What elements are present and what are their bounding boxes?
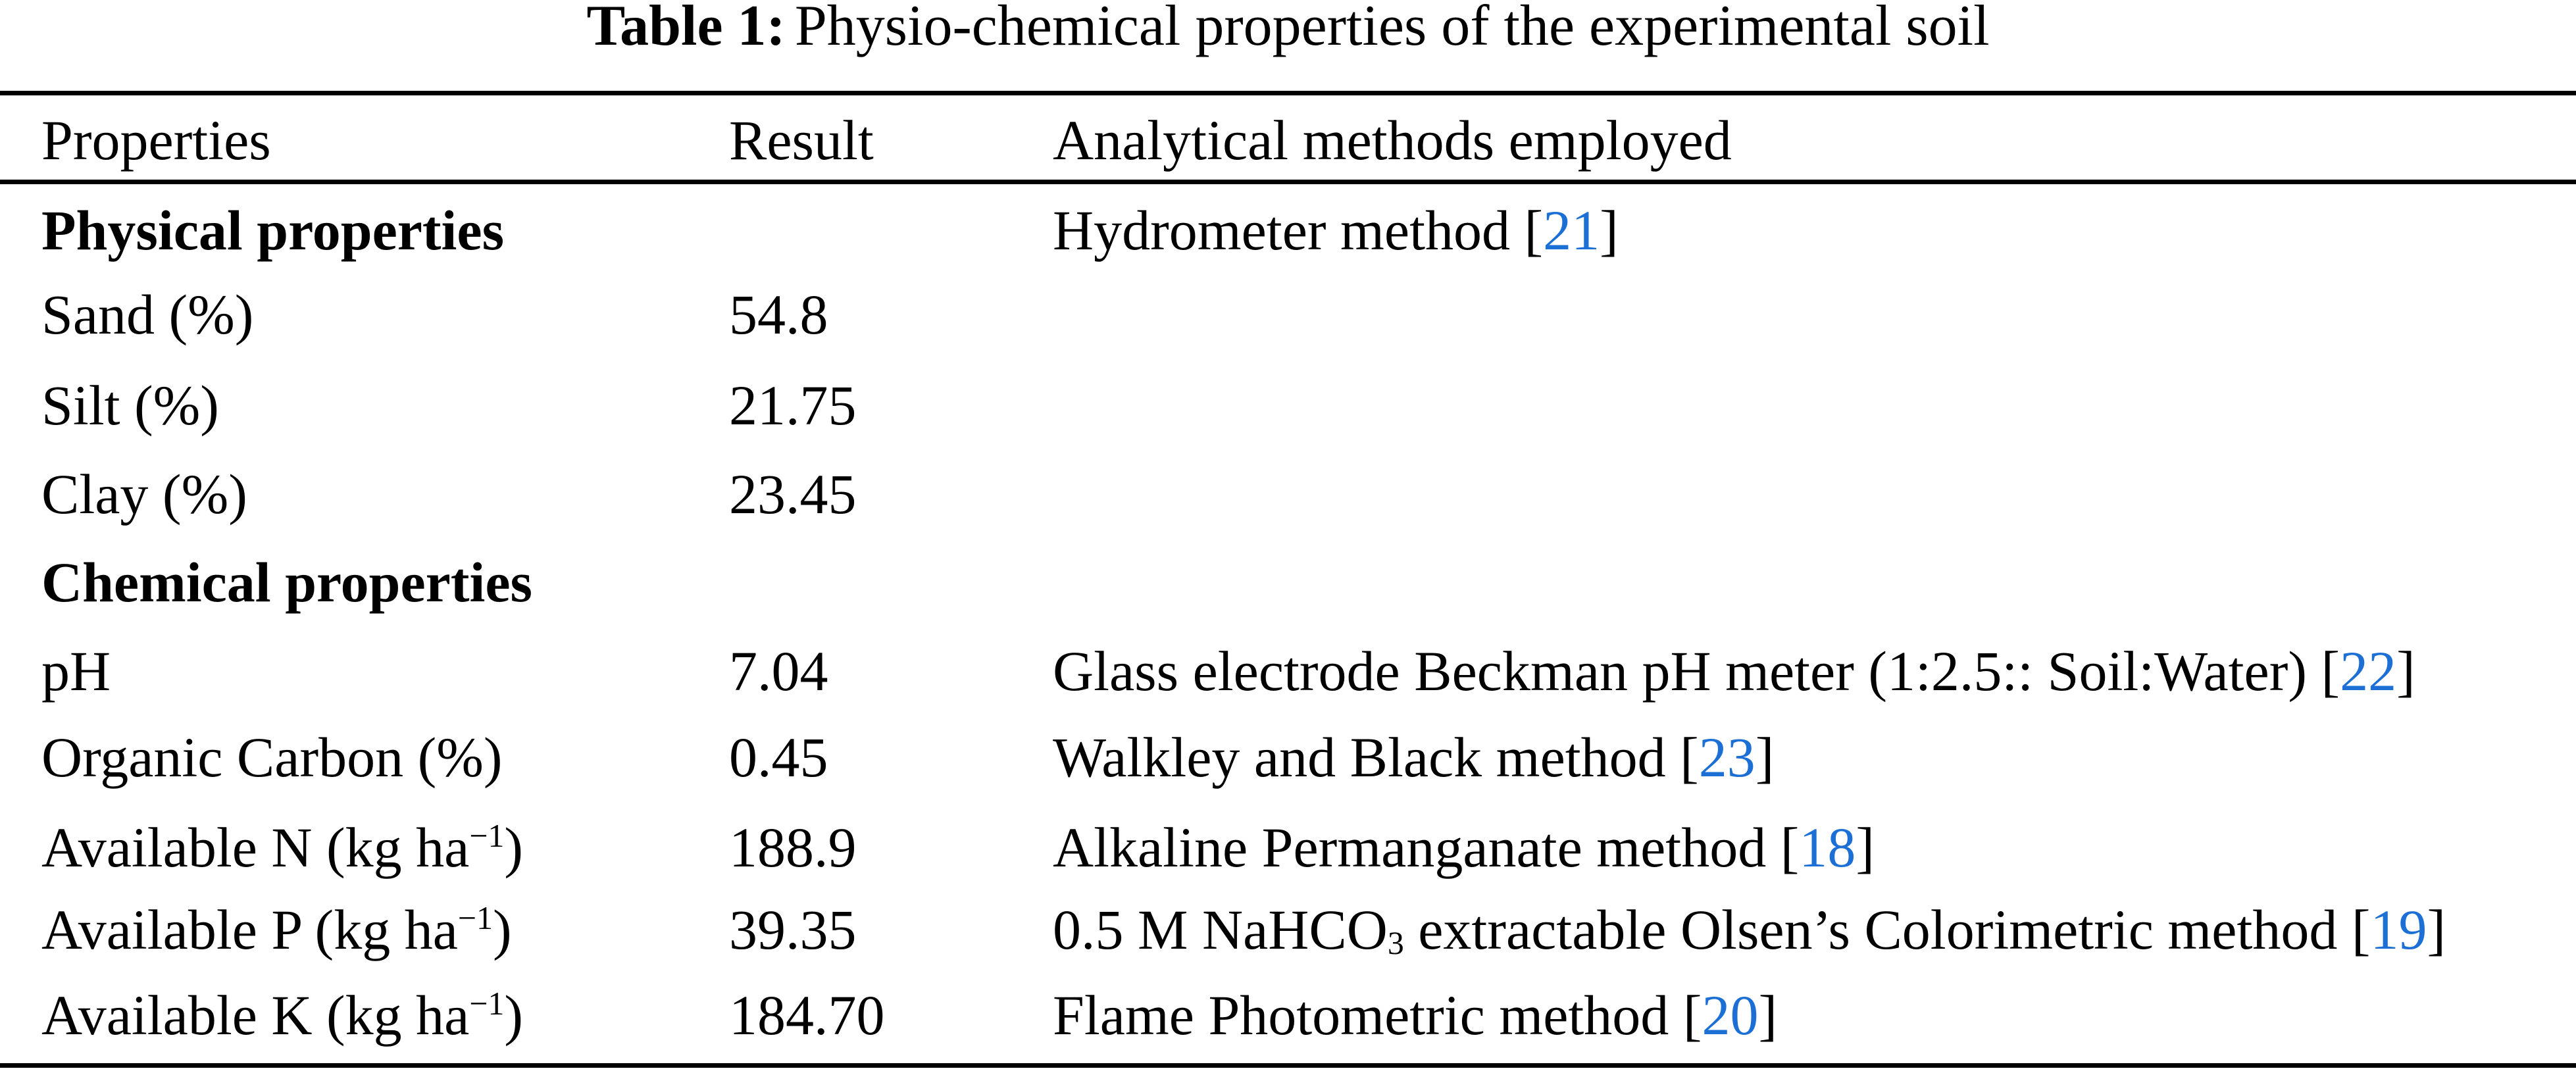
cell-property-organic-carbon: Organic Carbon (%) — [41, 726, 503, 789]
table-caption-label: Table 1: — [586, 0, 786, 58]
cell-result-organic-carbon: 0.45 — [729, 726, 828, 789]
table-caption-text: Physio-chemical properties of the experimental soil — [794, 0, 1990, 58]
cell-method-available-n: Alkaline Permanganate method [18] — [1053, 816, 1875, 879]
superscript: −1 — [469, 986, 505, 1022]
table-row-ph — [0, 639, 2576, 723]
citation-ref-22[interactable]: 22 — [2340, 639, 2397, 703]
cell-property-available-n: Available N (kg $ha^{-1}$) — [41, 816, 524, 879]
subscript: 3 — [1387, 924, 1404, 961]
cell-method-organic-carbon: Walkley and Black method [23] — [1053, 726, 1775, 789]
table-caption — [0, 0, 2576, 58]
cell-property-clay: Clay (%) — [41, 463, 247, 526]
cell-method-physical-properties: Hydrometer method [21] — [1053, 199, 1619, 262]
citation-ref-23[interactable]: 23 — [1698, 726, 1755, 789]
cell-property-sand: Sand (%) — [41, 283, 254, 346]
citation-ref-18[interactable]: 18 — [1799, 816, 1856, 879]
cell-property-available-p: Available P (kg $ha^{-1}$) — [41, 898, 512, 961]
cell-result-ph: 7.04 — [729, 639, 828, 703]
table-row-organic-carbon — [0, 726, 2576, 809]
cell-property-available-k: Available K (kg $ha^{-1}$) — [41, 984, 524, 1047]
cell-property-silt: Silt (%) — [41, 374, 219, 437]
cell-result-sand: 54.8 — [729, 283, 828, 346]
superscript: −1 — [469, 818, 505, 855]
cell-result-available-p: 39.35 — [729, 898, 857, 961]
superscript: −1 — [457, 900, 493, 937]
table-row-silt — [0, 374, 2576, 457]
cell-property-ph: pH — [41, 639, 111, 703]
cell-method-available-p: 0.5 M NaHCO3 extractable Olsen’s Colorimetric method [19] — [1053, 898, 2446, 961]
cell-result-silt: 21.75 — [729, 374, 857, 437]
citation-ref-19[interactable]: 19 — [2370, 898, 2427, 961]
header-properties: Properties — [41, 109, 271, 172]
header-method: Analytical methods employed — [1053, 109, 1732, 172]
table-header-row — [0, 109, 2576, 192]
cell-property-chemical-properties: Chemical properties — [41, 551, 532, 614]
table-row-available-n — [0, 816, 2576, 899]
table-row-clay — [0, 463, 2576, 546]
cell-result-available-k: 184.70 — [729, 984, 885, 1047]
citation-ref-21[interactable]: 21 — [1543, 199, 1600, 262]
table-row-physical-properties — [0, 199, 2576, 282]
header-result: Result — [729, 109, 874, 172]
cell-property-physical-properties: Physical properties — [41, 199, 505, 262]
table-row-chemical-properties — [0, 551, 2576, 634]
cell-result-clay: 23.45 — [729, 463, 857, 526]
citation-ref-20[interactable]: 20 — [1702, 984, 1759, 1047]
table-row-sand — [0, 283, 2576, 366]
table-row-available-k — [0, 984, 2576, 1067]
table-top-rule — [0, 91, 2576, 95]
cell-method-available-k: Flame Photometric method [20] — [1053, 984, 1778, 1047]
cell-result-available-n: 188.9 — [729, 816, 857, 879]
cell-method-ph: Glass electrode Beckman pH meter (1:2.5:: Soil:Water) [22] — [1053, 639, 2415, 703]
table-row-available-p — [0, 898, 2576, 982]
